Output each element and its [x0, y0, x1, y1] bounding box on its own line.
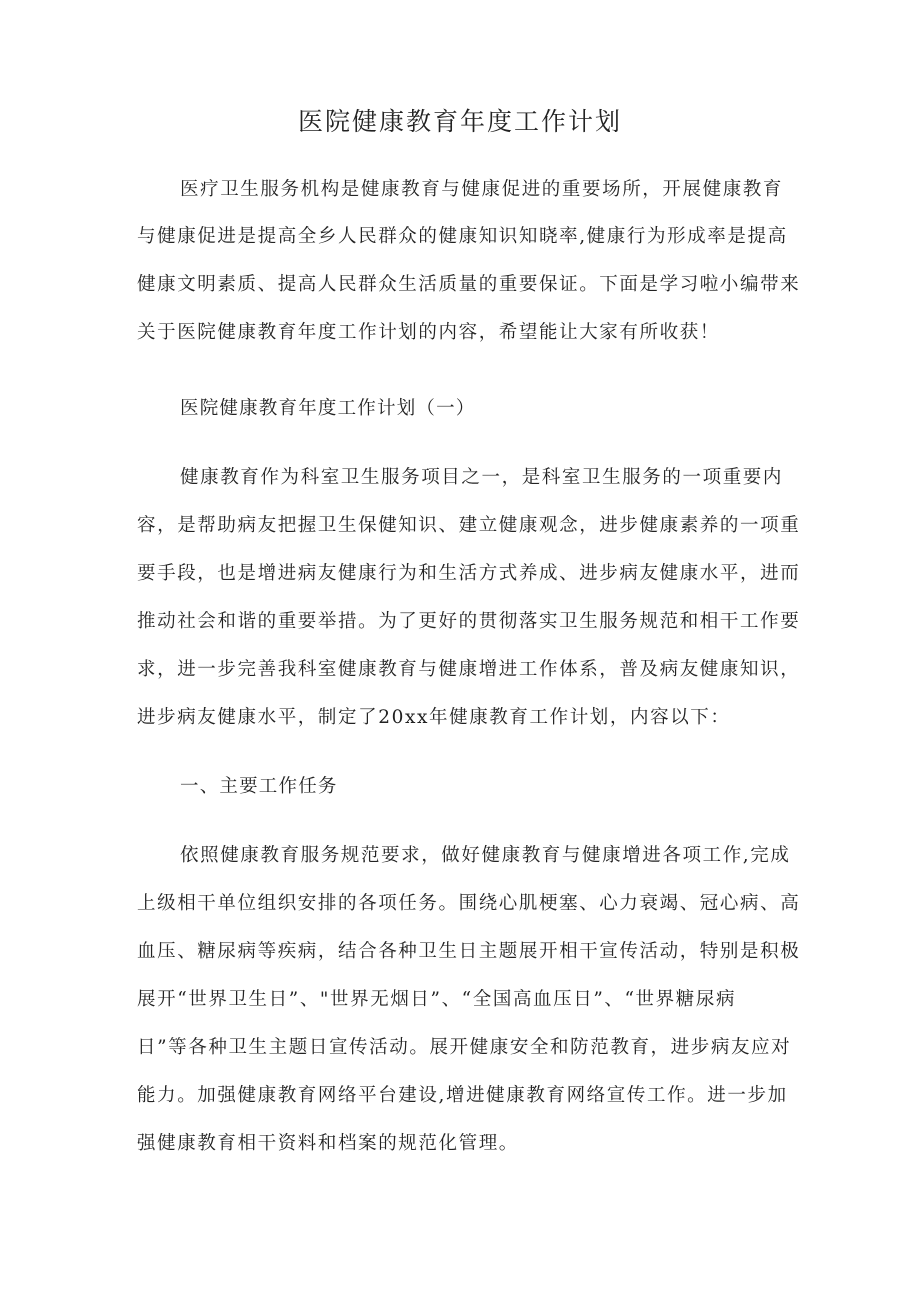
paragraph-one-line-3: 要手段，也是增进病友健康行为和生活方式养成、进步病友健康水平，进而 [137, 563, 801, 584]
paragraph-one-line-2: 容，是帮助病友把握卫生保健知识、建立健康观念，进步健康素养的一项重 [137, 515, 801, 536]
paragraph-two-line-3: 血压、糖尿病等疾病，结合各种卫生日主题展开相干宣传活动，特别是积极 [137, 941, 801, 962]
paragraph-two-line-2: 上级相干单位组织安排的各项任务。围绕心肌梗塞、心力衰竭、冠心病、高 [137, 893, 801, 914]
paragraph-two-line-7: 强健康教育相干资料和档案的规范化管理。 [137, 1133, 519, 1154]
intro-line-1: 医疗卫生服务机构是健康教育与健康促进的重要场所，开展健康教育 [180, 179, 784, 200]
paragraph-two-line-4: 展开“世界卫生日”、"世界无烟日”、“全国高血压日”、“世界糖尿病 [137, 989, 737, 1010]
section-one-title: 医院健康教育年度工作计划（一） [180, 398, 476, 419]
intro-line-3: 健康文明素质、提高人民群众生活质量的重要保证。下面是学习啦小编带来 [137, 274, 801, 295]
paragraph-one-line-4: 推动社会和谐的重要举措。为了更好的贯彻落实卫生服务规范和相干工作要 [137, 611, 801, 632]
intro-line-4: 关于医院健康教育年度工作计划的内容，希望能让大家有所收获！ [137, 322, 720, 343]
intro-line-2: 与健康促进是提高全乡人民群众的健康知识知晓率,健康行为形成率是提高 [137, 226, 788, 247]
heading-main-tasks: 一、主要工作任务 [180, 776, 338, 797]
paragraph-one-line-6: 进步病友健康水平，制定了20xx年健康教育工作计划，内容以下： [137, 707, 731, 728]
paragraph-two-line-5: 日”等各种卫生主题日宣传活动。展开健康安全和防范教育，进步病友应对 [137, 1037, 792, 1058]
paragraph-two-line-6: 能力。加强健康教育网络平台建设,增进健康教育网络宣传工作。进一步加 [137, 1085, 788, 1106]
paragraph-two-line-1: 依照健康教育服务规范要求，做好健康教育与健康增进各项工作,完成 [180, 845, 791, 866]
paragraph-one-line-1: 健康教育作为科室卫生服务项目之一，是科室卫生服务的一项重要内 [180, 467, 784, 488]
document-title: 医院健康教育年度工作计划 [297, 107, 622, 136]
paragraph-one-line-5: 求，进一步完善我科室健康教育与健康增进工作体系，普及病友健康知识， [137, 659, 801, 680]
